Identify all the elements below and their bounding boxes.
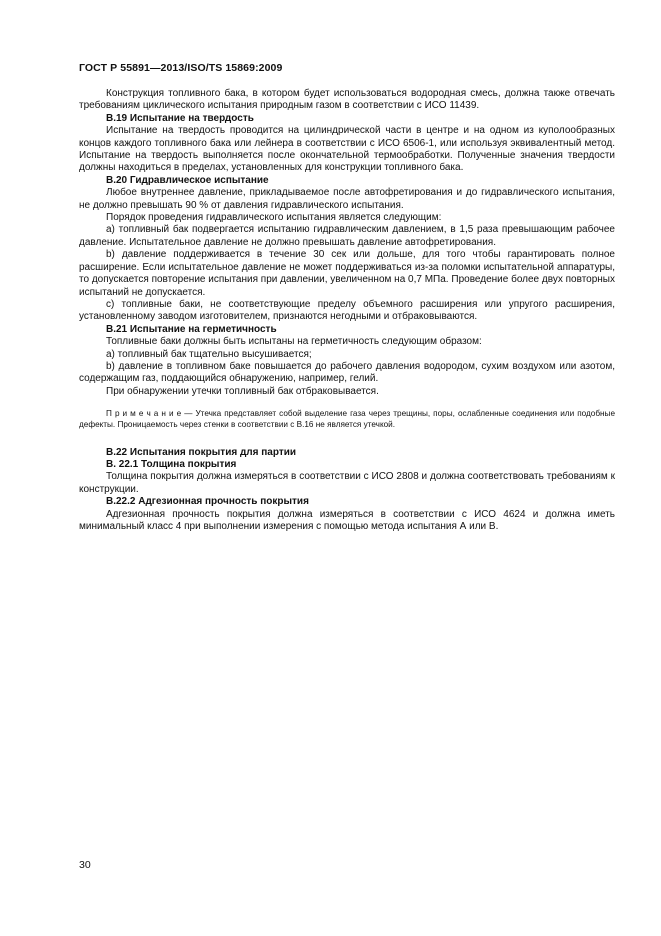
document-body [79, 88, 615, 533]
list-item: b) давление в топливном баке повышается до рабочего давления водородом, сухим воздухом или азотом, содержащим газ, поддающийся обнаружению, например, гелий. [79, 360, 615, 385]
page-number: 30 [79, 859, 91, 871]
paragraph: Любое внутреннее давление, прикладываемое после автофретирования и до гидравлического испытания, не должно превышать 90 % от давления гидравлического испытания. [79, 187, 615, 211]
list-item: b) давление поддерживается в течение 30 сек или дольше, для того чтобы гарантировать полное расширение. Если испытательное давление не может поддерживаться из-за поломки испытательной аппаратуры, то допускается повторение испытания при давлении, увеличенном на 0,7 МПа. Проведение более двух повторных испытаний не допускается. [79, 249, 615, 298]
paragraph: Испытание на твердость проводится на цилиндрической части в центре и на одном из куполообразных концов каждого топливного бака или лейнера в соответствии с ИСО 6506-1, или используя эквивалентный метод. Испытание на твердость выполняется после окончательной термообработки. Полученные значения твердости должны находиться в пределах, установленных для конструкции топливного бака. [79, 125, 615, 174]
paragraph: Толщина покрытия должна измеряться в соответствии с ИСО 2808 и должна соответствовать требованиям к конструкции. [79, 471, 615, 495]
subsection-heading: В. 22.1 Толщина покрытия [106, 458, 237, 470]
list-item: с) топливные баки, не соответствующие пределу объемного расширения или упругого расширения, установленному заводом изготовителем, признаются негодными и отбраковываются. [79, 298, 615, 323]
note-text: — Утечка представляет собой выделение газа через трещины, поры, ослабленные соединения или подобные дефекты. Проницаемость через стенки в соответствии с В.16 не является утечкой. [79, 409, 615, 430]
section-heading: В.19 Испытание на твердость [106, 112, 254, 124]
subsection-heading: В.22.2 Адгезионная прочность покрытия [106, 496, 309, 508]
paragraph: Конструкция топливного бака, в котором будет использоваться водородная смесь, должна также отвечать требованиям циклического испытания природным газом в соответствии с ИСО 11439. [79, 88, 615, 112]
paragraph: Адгезионная прочность покрытия должна измеряться в соответствии с ИСО 4624 и должна иметь минимальный класс 4 при выполнении измерения с помощью метода испытания А или В. [79, 508, 615, 532]
list-item: а) топливный бак подвергается испытанию гидравлическим давлением, в 1,5 раза превышающим рабочее давление. Испытательное давление не должно превышать давление автофретирования. [79, 224, 615, 248]
note [79, 408, 615, 430]
note-label: П р и м е ч а н и е [106, 409, 182, 419]
list-item: а) топливный бак тщательно высушивается; [106, 348, 312, 360]
paragraph: Порядок проведения гидравлического испытания является следующим: [106, 212, 442, 224]
paragraph: При обнаружении утечки топливный бак отбраковывается. [106, 385, 379, 397]
paragraph: Топливные баки должны быть испытаны на герметичность следующим образом: [106, 336, 482, 348]
section-heading: В.20 Гидравлическое испытание [106, 174, 269, 186]
section-heading: В.22 Испытания покрытия для партии [106, 446, 297, 458]
document-header: ГОСТ Р 55891—2013/ISO/TS 15869:2009 [79, 62, 283, 74]
section-heading: В.21 Испытание на герметичность [106, 323, 277, 335]
